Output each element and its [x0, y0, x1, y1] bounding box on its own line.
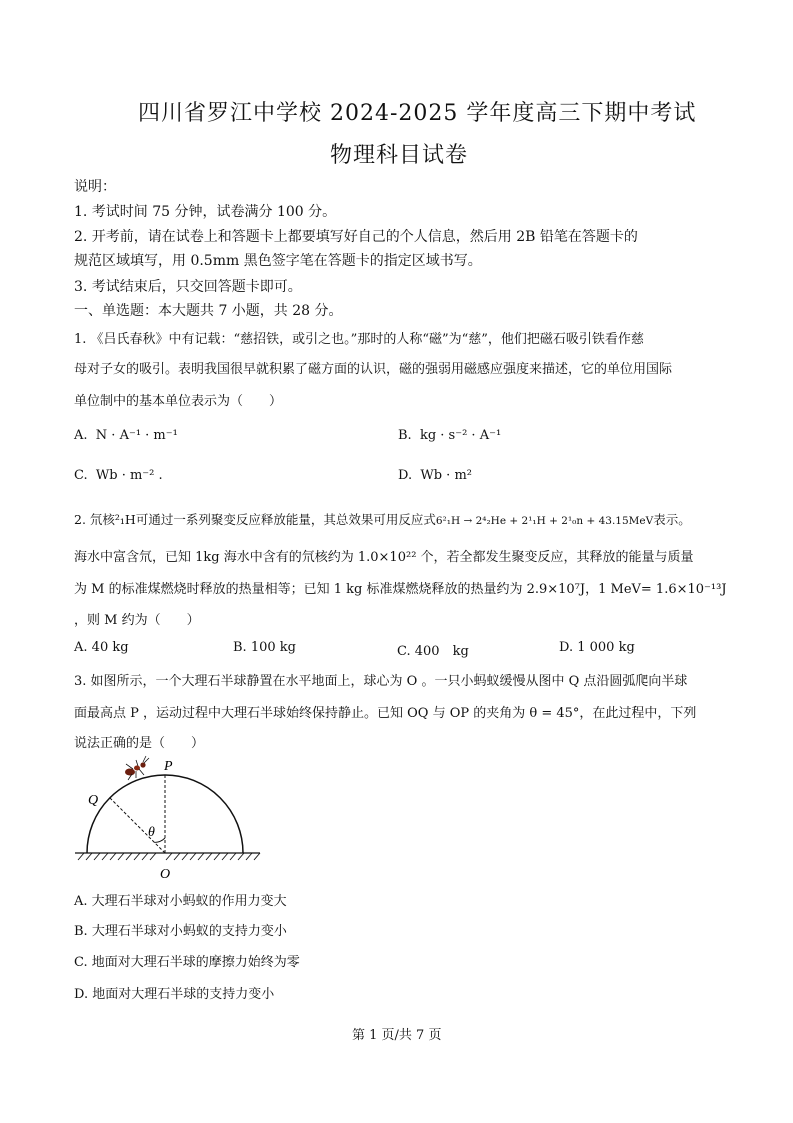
q2-option-c[interactable]: C. 400 kg: [397, 644, 469, 659]
q3-stem-line: 说法正确的是（ ）: [74, 736, 205, 751]
q3-option-a[interactable]: A. 大理石半球对小蚂蚁的作用力变大: [74, 894, 287, 909]
label-o: O: [160, 867, 171, 882]
q2-option-b[interactable]: B. 100 kg: [233, 640, 296, 655]
section-heading: 一、单选题：本大题共 7 小题，共 28 分。: [74, 303, 343, 319]
q3-option-d[interactable]: D. 地面对大理石半球的支持力变小: [74, 987, 275, 1002]
q2-stem-line: ，则 M 约为（ ）: [74, 613, 200, 628]
q3-stem-line: 面最高点 P ，运动过程中大理石半球始终保持静止。已知 OQ 与 OP 的夹角为 θ = 45°，在此过程中，下列: [74, 706, 697, 721]
instruction-item: 3. 考试结束后，只交回答题卡即可。: [74, 279, 302, 295]
q2-stem-line: 海水中富含氘，已知 1kg 海水中含有的氘核约为 1.0×10²² 个，若全都发生聚变反应，其释放的能量与质量: [74, 550, 694, 565]
q2-stem-line: 为 M 的标准煤燃烧时释放的热量相等；已知 1 kg 标准煤燃烧释放的热量约为 2.9×10⁷J，1 MeV= 1.6×10⁻¹³J: [74, 582, 727, 597]
option-text: kg · s⁻² · A⁻¹: [419, 428, 502, 443]
radius-oq: [110, 798, 165, 853]
q1-option-c[interactable]: [74, 468, 163, 483]
ant-icon: [125, 756, 149, 780]
label-theta: θ: [148, 825, 155, 840]
instruction-item: 1. 考试时间 75 分钟，试卷满分 100 分。: [74, 204, 337, 220]
hemisphere-figure: [70, 752, 270, 882]
instruction-item: 2. 开考前，请在试卷上和答题卡上都要填写好自己的个人信息，然后用 2B 铅笔在答题卡的: [74, 229, 638, 245]
ground-hatching: [78, 853, 260, 860]
q3-stem-line: 3. 如图所示，一个大理石半球静置在水平地面上，球心为 O 。一只小蚂蚁缓慢从图中 Q 点沿圆弧爬向半球: [74, 674, 688, 689]
exam-title: 四川省罗江中学校 2024-2025 学年度高三下期中考试: [138, 101, 697, 126]
option-label: B.: [398, 428, 412, 443]
q1-stem-line: 单位制中的基本单位表示为（ ）: [74, 394, 283, 409]
q1-stem-line: 1. 《吕氏春秋》中有记载：“慈招铁，或引之也。”那时的人称“磁”为“慈”，他们把磁石吸引铁看作慈: [74, 332, 644, 347]
option-label: C.: [74, 468, 88, 483]
instruction-item: 规范区域填写，用 0.5mm 黑色签字笔在答题卡的指定区域书写。: [74, 253, 482, 269]
angle-arc: [154, 838, 165, 842]
q1-option-b[interactable]: [398, 428, 501, 443]
instructions-heading: 说明：: [74, 179, 116, 195]
q2-option-d[interactable]: D. 1 000 kg: [559, 640, 635, 655]
q2-option-a[interactable]: A. 40 kg: [74, 640, 129, 655]
option-text: Wb · m⁻² .: [95, 468, 163, 483]
option-label: A.: [74, 428, 88, 443]
q2-stem-line1: 2. 氘核²₁H可通过一系列聚变反应释放能量，其总效果可用反应式6²₁H → 2⁴₂He + 2¹₁H + 2¹₀n + 43.15MeV表示。: [74, 512, 691, 527]
label-p: P: [164, 759, 173, 774]
q3-option-b[interactable]: B. 大理石半球对小蚂蚁的支持力变小: [74, 924, 287, 939]
exam-subtitle: 物理科目试卷: [330, 143, 469, 168]
label-q: Q: [88, 793, 99, 808]
q1-option-d[interactable]: [398, 468, 472, 483]
nuclide-symbol: ²₁H: [114, 512, 136, 527]
option-text: N · A⁻¹ · m⁻¹: [95, 428, 178, 443]
q1-stem-line: 母对子女的吸引。表明我国很早就积累了磁方面的认识，磁的强弱用磁感应强度来描述，它的单位用国际: [74, 362, 673, 377]
reaction-equation: 6²₁H → 2⁴₂He + 2¹₁H + 2¹₀n + 43.15MeV: [435, 515, 654, 527]
q1-option-a[interactable]: [74, 428, 178, 443]
page-number: 第 1 页/共 7 页: [352, 1028, 442, 1043]
q3-option-c[interactable]: C. 地面对大理石半球的摩擦力始终为零: [74, 955, 300, 970]
option-label: D.: [398, 468, 413, 483]
option-text: Wb · m²: [420, 468, 472, 483]
